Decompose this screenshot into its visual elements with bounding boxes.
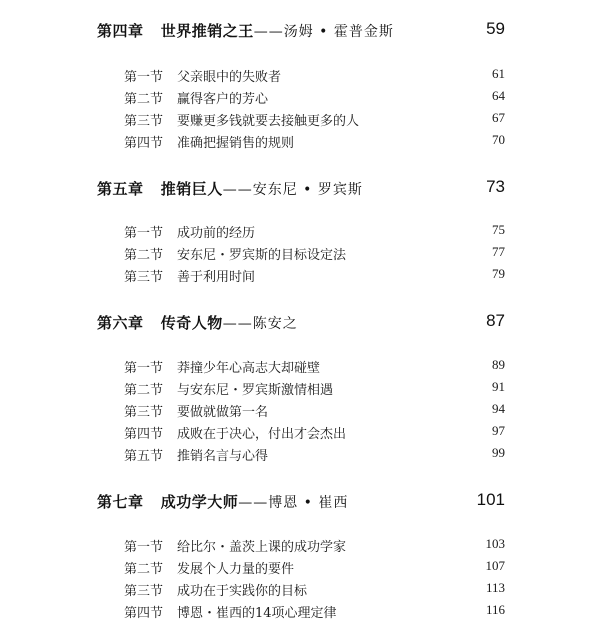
section-entry <box>124 445 505 465</box>
section-entry <box>124 357 505 377</box>
section-title: 与安东尼・罗宾斯激情相遇 <box>177 383 334 398</box>
section-page-number: 75 <box>492 222 505 237</box>
chapter-title <box>97 20 394 41</box>
section-page-number: 107 <box>485 558 505 573</box>
section-page-number: 113 <box>485 580 505 595</box>
section-label: 第三节 <box>124 270 164 285</box>
section-title: 博恩・崔西的14项心理定律 <box>177 606 337 621</box>
chapter-subtitle: 安东尼 • 罗宾斯 <box>252 182 363 198</box>
chapter-heading <box>97 491 505 515</box>
section-page-number: 67 <box>492 110 505 125</box>
section-entry <box>124 110 505 130</box>
chapter-title <box>97 312 298 333</box>
section-label: 第一节 <box>124 226 164 241</box>
section-title: 发展个人力量的要件 <box>177 562 295 577</box>
chapter-title <box>97 491 348 512</box>
chapter-name: 传奇人物 <box>160 314 223 332</box>
chapter-dash: —— <box>222 316 253 332</box>
section-title: 父亲眼中的失败者 <box>177 70 282 85</box>
chapter-dash: —— <box>222 182 253 198</box>
section-title: 成败在于决心，付出才会杰出 <box>177 427 347 442</box>
section-entry <box>124 536 505 556</box>
section-page-number: 79 <box>492 266 505 281</box>
section-label: 第二节 <box>124 248 164 263</box>
section-label: 第二节 <box>124 92 164 107</box>
section-label: 第三节 <box>124 405 164 420</box>
chapter-dash: —— <box>238 495 269 511</box>
section-page-number: 116 <box>485 602 505 617</box>
section-title: 善于利用时间 <box>177 270 256 285</box>
chapter-name: 世界推销之王 <box>160 22 254 40</box>
chapter-page-number: 73 <box>486 177 505 196</box>
chapter-label: 第七章 <box>97 493 144 511</box>
section-entry <box>124 602 505 622</box>
section-page-number: 61 <box>492 66 505 81</box>
chapter-page-number: 59 <box>486 19 505 38</box>
chapter-name: 成功学大师 <box>160 493 239 511</box>
chapter-subtitle: 汤姆 • 霍普金斯 <box>283 24 394 40</box>
chapter-title <box>97 178 363 199</box>
section-label: 第四节 <box>124 427 164 442</box>
section-entry <box>124 222 505 242</box>
chapter-heading <box>97 312 505 336</box>
section-title: 推销名言与心得 <box>177 449 269 464</box>
section-label: 第四节 <box>124 606 164 621</box>
section-page-number: 99 <box>492 445 505 460</box>
chapter-label: 第四章 <box>97 22 144 40</box>
section-page-number: 103 <box>485 536 505 551</box>
chapter-name: 推销巨人 <box>160 180 223 198</box>
section-entry <box>124 401 505 421</box>
chapter-heading <box>97 178 505 202</box>
section-page-number: 64 <box>492 88 505 103</box>
section-title: 给比尔・盖茨上课的成功学家 <box>177 540 347 555</box>
section-label: 第一节 <box>124 70 164 85</box>
section-entry <box>124 580 505 600</box>
section-title: 莽撞少年心高志大却碰壁 <box>177 361 321 376</box>
chapter-page-number: 87 <box>486 311 505 330</box>
section-title: 成功前的经历 <box>177 226 256 241</box>
section-entry <box>124 132 505 152</box>
section-label: 第二节 <box>124 562 164 577</box>
section-page-number: 97 <box>492 423 505 438</box>
section-page-number: 89 <box>492 357 505 372</box>
section-label: 第一节 <box>124 540 164 555</box>
section-entry <box>124 266 505 286</box>
chapter-dash: —— <box>253 24 284 40</box>
section-title: 成功在于实践你的目标 <box>177 584 308 599</box>
section-title: 要做就做第一名 <box>177 405 269 420</box>
section-entry <box>124 558 505 578</box>
chapter-label: 第六章 <box>97 314 144 332</box>
section-page-number: 91 <box>492 379 505 394</box>
chapter-subtitle: 博恩 • 崔西 <box>268 495 349 511</box>
section-label: 第三节 <box>124 114 164 129</box>
section-label: 第五节 <box>124 449 164 464</box>
section-label: 第三节 <box>124 584 164 599</box>
section-title: 准确把握销售的规则 <box>177 136 295 151</box>
section-title: 要赚更多钱就要去接触更多的人 <box>177 114 360 129</box>
section-entry <box>124 66 505 86</box>
section-page-number: 77 <box>492 244 505 259</box>
chapter-label: 第五章 <box>97 180 144 198</box>
chapter-page-number: 101 <box>476 490 505 509</box>
section-title: 赢得客户的芳心 <box>177 92 269 107</box>
section-page-number: 94 <box>492 401 505 416</box>
chapter-heading <box>97 20 505 44</box>
section-entry <box>124 244 505 264</box>
section-entry <box>124 423 505 443</box>
section-title: 安东尼・罗宾斯的目标设定法 <box>177 248 347 263</box>
section-label: 第四节 <box>124 136 164 151</box>
section-label: 第二节 <box>124 383 164 398</box>
section-page-number: 70 <box>492 132 505 147</box>
chapter-subtitle: 陈安之 <box>252 316 298 332</box>
section-entry <box>124 88 505 108</box>
section-entry <box>124 379 505 399</box>
section-label: 第一节 <box>124 361 164 376</box>
